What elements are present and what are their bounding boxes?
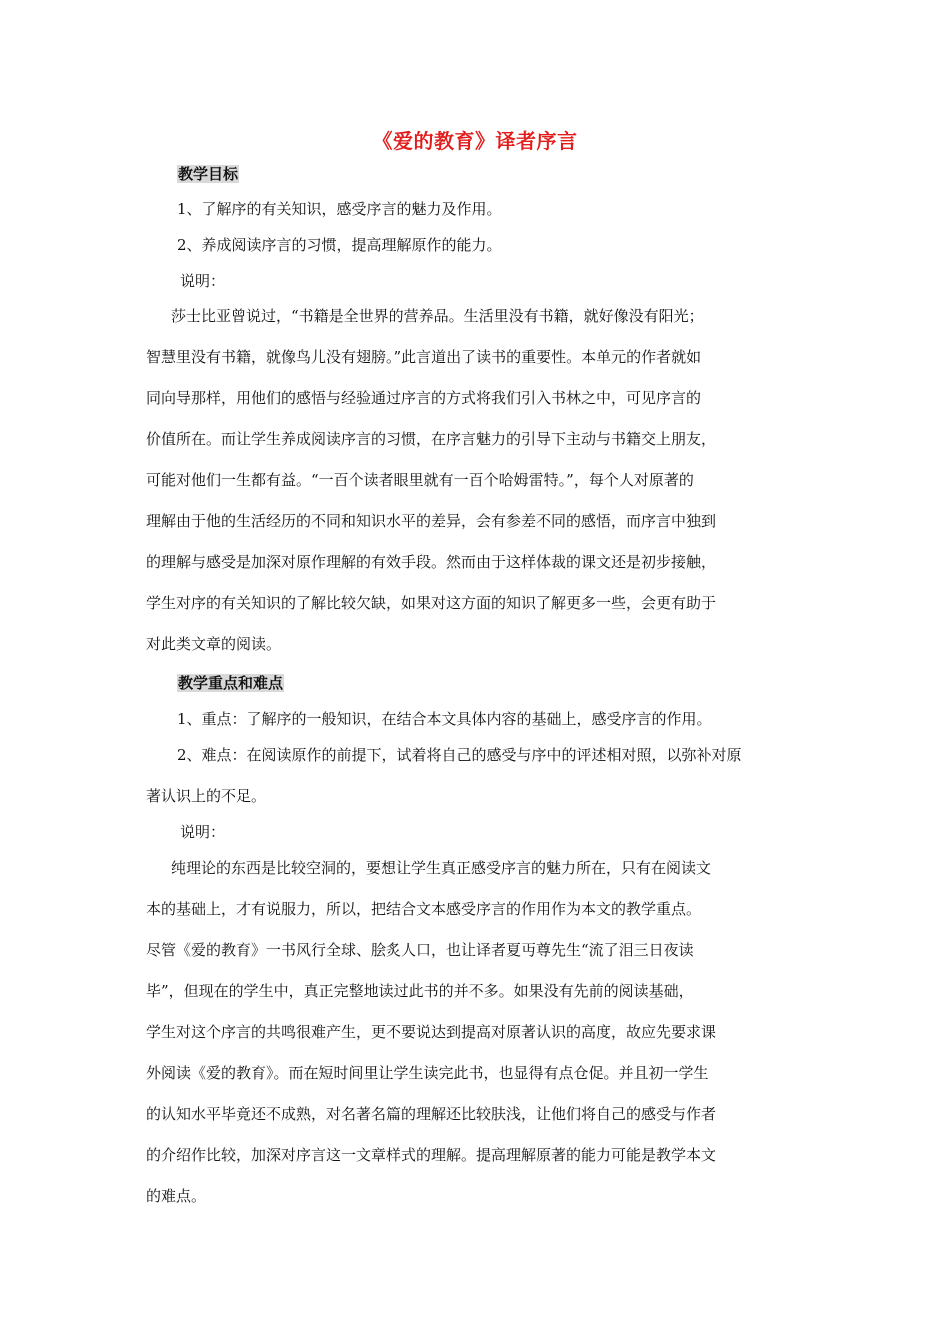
paragraph-line: 的理解与感受是加深对原作理解的有效手段。然而由于这样体裁的课文还是初步接触， [146,553,717,571]
goal-item-1: 1、了解序的有关知识，感受序言的魅力及作用。 [177,200,502,218]
paragraph-line: 本的基础上，才有说服力，所以，把结合文本感受序言的作用作为本文的教学重点。 [146,900,702,918]
paragraph-line: 价值所在。而让学生养成阅读序言的习惯，在序言魅力的引导下主动与书籍交上朋友， [146,430,717,448]
paragraph-line: 尽管《爱的教育》一书风行全球、脍炙人口，也让译者夏丏尊先生“流了泪三日夜读 [146,941,694,959]
paragraph-line: 学生对序的有关知识的了解比较欠缺，如果对这方面的知识了解更多一些，会更有助于 [146,594,717,612]
paragraph-line: 可能对他们一生都有益。“一百个读者眼里就有一百个哈姆雷特。”，每个人对原著的 [146,471,694,489]
paragraph-line: 同向导那样，用他们的感悟与经验通过序言的方式将我们引入书林之中，可见序言的 [146,389,702,407]
key-point-1: 1、重点：了解序的一般知识，在结合本文具体内容的基础上，感受序言的作用。 [177,710,712,728]
section-heading-goals: 教学目标 [178,165,239,183]
paragraph-line: 莎士比亚曾说过，“书籍是全世界的营养品。生活里没有书籍，就好像没有阳光； [171,307,704,325]
paragraph-line: 的介绍作比较，加深对序言这一文章样式的理解。提高理解原著的能力可能是教学本文 [146,1146,717,1164]
note-label-2: 说明： [180,823,226,841]
paragraph-line: 智慧里没有书籍，就像鸟儿没有翅膀。”此言道出了读书的重要性。本单元的作者就如 [146,348,702,366]
paragraph-line: 的难点。 [146,1187,207,1205]
paragraph-line: 纯理论的东西是比较空洞的，要想让学生真正感受序言的魅力所在，只有在阅读文 [171,859,712,877]
paragraph-line: 学生对这个序言的共鸣很难产生，更不要说达到提高对原著认识的高度，故应先要求课 [146,1023,717,1041]
paragraph-line: 理解由于他的生活经历的不同和知识水平的差异，会有参差不同的感悟，而序言中独到 [146,512,717,530]
key-point-2-continued: 著认识上的不足。 [146,787,267,805]
paragraph-line: 毕”，但现在的学生中，真正完整地读过此书的并不多。如果没有先前的阅读基础， [146,982,694,1000]
goal-item-2: 2、养成阅读序言的习惯，提高理解原作的能力。 [177,236,502,254]
section-heading-key-points: 教学重点和难点 [178,674,284,692]
note-label-1: 说明： [180,272,226,290]
key-point-2: 2、难点：在阅读原作的前提下，试着将自己的感受与序中的评述相对照，以弥补对原 [177,746,742,764]
paragraph-line: 对此类文章的阅读。 [146,635,282,653]
paragraph-line: 的认知水平毕竟还不成熟，对名著名篇的理解还比较肤浅，让他们将自己的感受与作者 [146,1105,717,1123]
document-title: 《爱的教育》译者序言 [372,129,578,153]
paragraph-line: 外阅读《爱的教育》。而在短时间里让学生读完此书，也显得有点仓促。并且初一学生 [146,1064,709,1082]
